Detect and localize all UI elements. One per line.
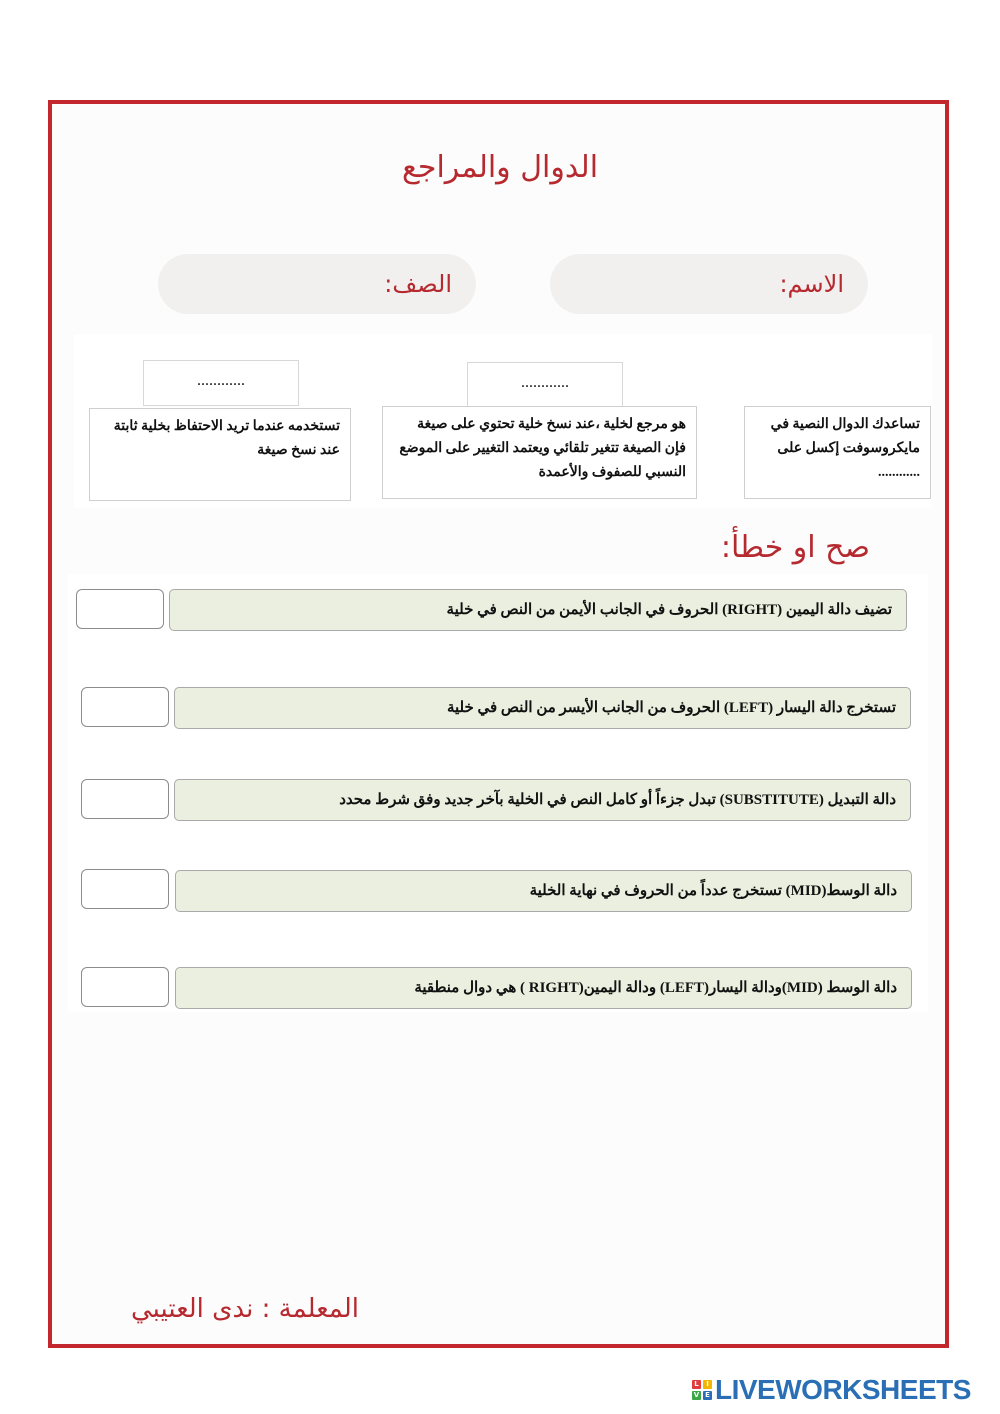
definition-box: تساعدك الدوال النصية في مايكروسوفت إكسل على ............ xyxy=(744,406,931,499)
liveworksheets-icon xyxy=(692,1380,712,1400)
answer-input[interactable] xyxy=(81,687,169,727)
answer-input[interactable] xyxy=(81,967,169,1007)
statement-row: تضيف دالة اليمين (RIGHT) الحروف في الجانب الأيمن من النص في خلية xyxy=(169,589,907,631)
statement-row: دالة التبديل (SUBSTITUTE) تبدل جزءاً أو كامل النص في الخلية بآخر جديد وفق شرط محدد xyxy=(174,779,911,821)
name-field[interactable] xyxy=(550,254,868,314)
statement-row: تستخرج دالة اليسار (LEFT) الحروف من الجانب الأيسر من النص في خلية xyxy=(174,687,911,729)
match-answer-box[interactable]: ............ xyxy=(143,360,299,406)
definition-box: هو مرجع لخلية ،عند نسخ خلية تحتوي على صيغة فإن الصيغة تتغير تلقائي ويعتمد التغيير على الموضع النسبي للصفوف والأعمدة xyxy=(382,406,697,499)
statement-row: دالة الوسط(MID) تستخرج عدداً من الحروف في نهاية الخلية xyxy=(175,870,912,912)
class-field[interactable] xyxy=(158,254,476,314)
statement-row: دالة الوسط (MID)ودالة اليسار(LEFT) ودالة اليمين(RIGHT ) هي دوال منطقية xyxy=(175,967,912,1009)
brand-logo[interactable] xyxy=(692,1374,971,1406)
page-title: الدوال والمراجع xyxy=(401,150,599,185)
brand-text: LIVEWORKSHEETS xyxy=(715,1374,971,1405)
class-label: الصف: xyxy=(384,270,452,298)
name-label: الاسم: xyxy=(779,270,844,298)
answer-input[interactable] xyxy=(81,869,169,909)
logo-square-blue: E xyxy=(703,1391,712,1400)
definition-box: تستخدمه عندما تريد الاحتفاظ بخلية ثابتة عند نسخ صيغة xyxy=(89,408,351,501)
logo-square-green: V xyxy=(693,1391,700,1399)
true-false-title: صح او خطأ: xyxy=(720,530,870,565)
teacher-name: المعلمة : ندى العتيبي xyxy=(131,1294,359,1324)
logo-square-red: L xyxy=(692,1380,701,1389)
match-answer-box[interactable]: ............ xyxy=(467,362,623,408)
logo-square-yellow: I xyxy=(703,1380,712,1389)
answer-input[interactable] xyxy=(76,589,164,629)
answer-input[interactable] xyxy=(81,779,169,819)
